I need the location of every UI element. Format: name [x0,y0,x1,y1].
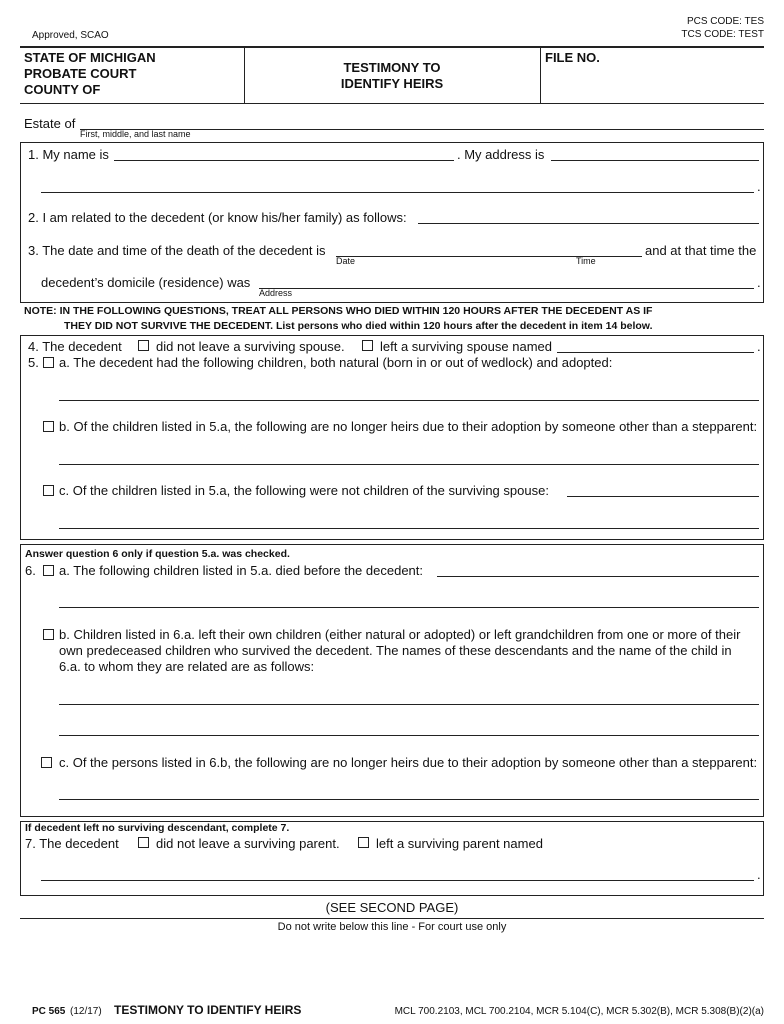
q6-number: 6. [25,563,36,578]
q6b-field-line1[interactable] [59,704,759,705]
court-label: PROBATE COURT [24,66,137,81]
q5b-checkbox[interactable] [43,421,54,432]
form-title-line1: TESTIMONY TO [343,60,441,75]
court-use-rule [20,918,764,919]
q6c-checkbox[interactable] [41,757,52,768]
q4-label: 4. The decedent [28,339,122,354]
state-label: STATE OF MICHIGAN [24,50,156,65]
q6b-field-line2[interactable] [59,735,759,736]
court-use-label: Do not write below this line - For court use only [277,921,507,933]
q4-no-spouse-checkbox[interactable] [138,340,149,351]
header-bottom-rule [20,103,764,104]
q6a-checkbox[interactable] [43,565,54,576]
q6a-field-line2[interactable] [59,607,759,608]
q7-parent-name-field[interactable] [41,880,754,881]
note-line1: NOTE: IN THE FOLLOWING QUESTIONS, TREAT ALL PERSONS WHO DIED WITHIN 120 HOURS AFTER THE DECEDENT AS IF [24,305,653,317]
q5c-label: c. Of the children listed in 5.a, the following were not children of the surviving spouse: [59,483,549,498]
q6a-field[interactable] [437,576,759,577]
q2-relation-field[interactable] [418,223,759,224]
q7-parent-label: left a surviving parent named [376,836,543,851]
q4-no-spouse-label: did not leave a surviving spouse. [156,339,345,354]
q1-name-field[interactable] [114,160,454,161]
q4-spouse-name-field[interactable] [557,352,754,353]
footer-form-title: TESTIMONY TO IDENTIFY HEIRS [114,1003,302,1017]
q6b-label-line2: own predeceased children who survived the decedent. The names of these descendants and the name of the child in [59,643,732,658]
q6c-label: c. Of the persons listed in 6.b, the following are no longer heirs due to their adoption by someone other than a stepparent: [59,755,758,770]
header-divider-2 [540,47,541,103]
q6a-label: a. The following children listed in 5.a. died before the decedent: [59,563,423,578]
q6-intro: Answer question 6 only if question 5.a. was checked. [25,548,290,560]
q4-spouse-checkbox[interactable] [362,340,373,351]
q1-address-label: . My address is [457,147,545,162]
q7-label: 7. The decedent [25,836,119,851]
q3-date-sublabel: Date [336,256,356,266]
q3-address-sublabel: Address [259,288,293,298]
q3-label: 3. The date and time of the death of the decedent is [28,243,326,258]
q1-address-field[interactable] [551,160,759,161]
q3-after-label: and at that time the [645,243,757,258]
q4-period: . [757,339,761,354]
q5a-label: a. The decedent had the following children, both natural (born in or out of wedlock) and adopted: [59,355,613,370]
q3-domicile-label: decedent’s domicile (residence) was [41,275,251,290]
q5b-label: b. Of the children listed in 5.a, the following are no longer heirs due to their adoption by someone other than a stepparent: [59,419,758,434]
estate-label: Estate of [24,116,76,131]
file-no-label: FILE NO. [545,50,600,65]
q5c-field-line2[interactable] [59,528,759,529]
q5c-field[interactable] [567,496,759,497]
q6b-label-line3: 6.a. to whom they are related are as follows: [59,659,315,674]
pcs-code: PCS CODE: TES [686,16,764,27]
q3-domicile-field[interactable] [259,288,754,289]
approved-label: Approved, SCAO [32,30,109,41]
q6b-label-line1: b. Children listed in 6.a. left their own children (either natural or adopted) or left grandchildren from one or more of their [59,627,741,642]
q5-number: 5. [28,355,39,370]
q7-no-parent-checkbox[interactable] [138,837,149,848]
form-revision: (12/17) [70,1006,102,1017]
q6b-checkbox[interactable] [43,629,54,640]
legal-citations: MCL 700.2103, MCL 700.2104, MCR 5.104(C), MCR 5.302(B), MCR 5.308(B)(2)(a) [394,1006,764,1017]
county-label: COUNTY OF [24,82,101,97]
form-number: PC 565 [32,1006,66,1017]
header-divider-1 [244,47,245,103]
q2-label: 2. I am related to the decedent (or know his/her family) as follows: [28,210,407,225]
q5a-checkbox[interactable] [43,357,54,368]
q7-no-parent-label: did not leave a surviving parent. [156,836,340,851]
q1-address-line2-field[interactable] [41,192,754,193]
note-line2: THEY DID NOT SURVIVE THE DECEDENT. List persons who died within 120 hours after the decedent in item 14 below. [64,320,653,332]
q7-period: . [757,867,761,882]
q5a-children-field[interactable] [59,400,759,401]
q1-name-label: 1. My name is [28,147,109,162]
form-title-line2: IDENTIFY HEIRS [340,76,444,91]
see-second-page: (SEE SECOND PAGE) [325,900,459,915]
box-item-6 [20,544,764,817]
q3-time-sublabel: Time [576,256,596,266]
q6c-field[interactable] [59,799,759,800]
q7-parent-checkbox[interactable] [358,837,369,848]
q7-intro: If decedent left no surviving descendant, complete 7. [25,822,290,834]
header-top-rule [20,46,764,48]
q5b-field[interactable] [59,464,759,465]
q3-date-time-field[interactable] [336,256,642,257]
q1-period: . [757,179,761,194]
q4-spouse-label: left a surviving spouse named [380,339,552,354]
estate-name-sublabel: First, middle, and last name [80,129,191,139]
q5c-checkbox[interactable] [43,485,54,496]
tcs-code: TCS CODE: TEST [681,29,764,40]
q3-period: . [757,275,761,290]
